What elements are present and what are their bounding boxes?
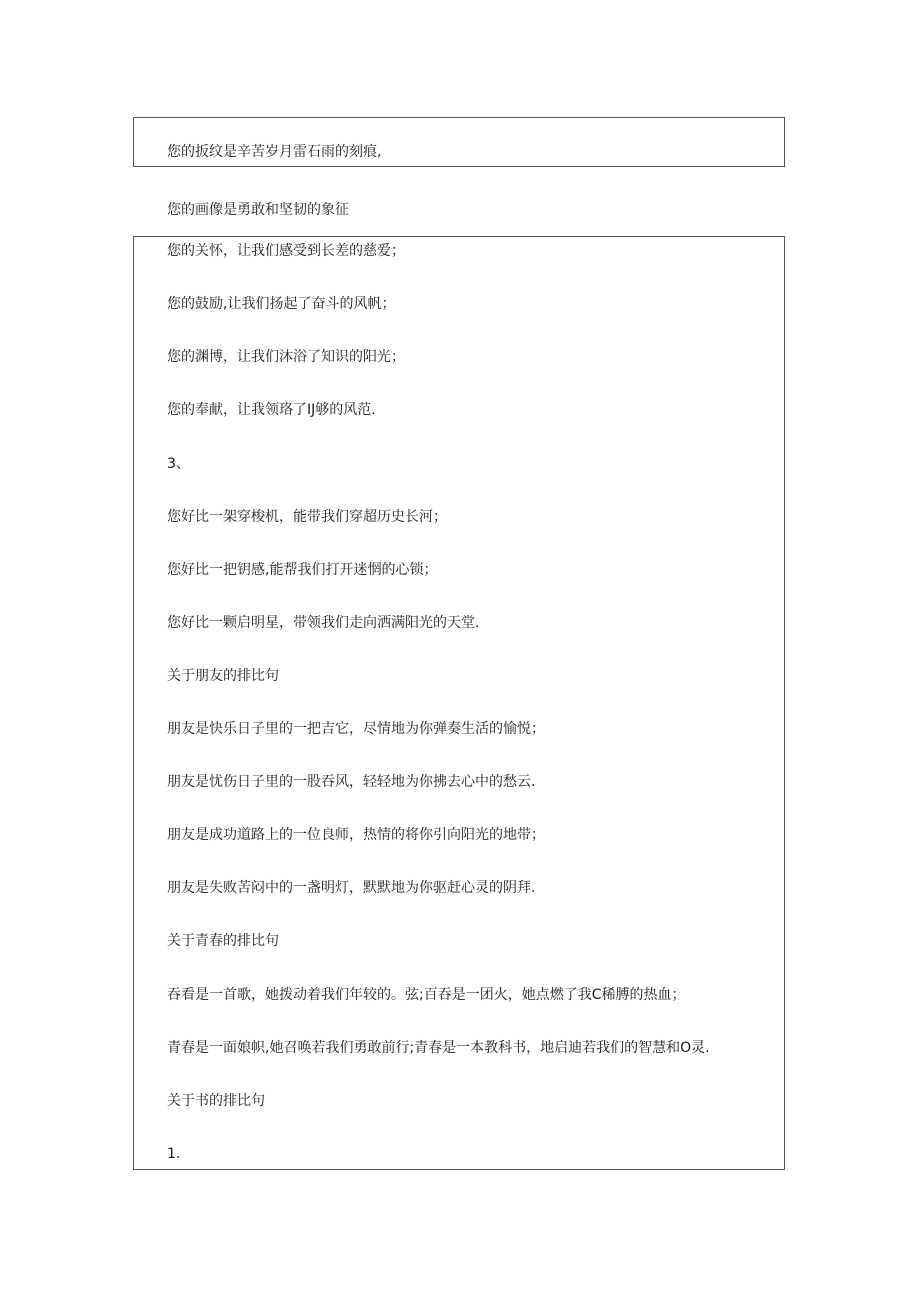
text-line-key: 您好比一把钥感,能帮我们打开迷惘的心锁； bbox=[167, 562, 438, 578]
text-line-erudition: 您的渊博，让我们沐浴了知识的阳光； bbox=[167, 349, 405, 365]
text-line-youth-song: 吞看是一首歌，她拨动着我们年较的。弦;百吞是一团火，她点燃了我C稀膊的热血； bbox=[167, 987, 686, 1003]
text-line-friend-guitar: 朋友是快乐日子里的一把吉它，尽情地为你弹奏生活的愉悦； bbox=[167, 721, 545, 737]
text-line-wrinkles: 您的扳纹是辛苦岁月雷石雨的刻痕, bbox=[167, 144, 382, 160]
text-line-portrait: 您的画像是勇敢和坚韧的象征 bbox=[167, 202, 349, 218]
text-line-friend-wind: 朋友是忧伤日子里的一股吞风，轻轻地为你拂去心中的愁云. bbox=[167, 774, 536, 790]
text-line-care: 您的关怀，让我们感受到长差的慈爱； bbox=[167, 243, 405, 259]
heading-friends: 关于朋友的排比句 bbox=[167, 668, 279, 684]
section-number-3: 3、 bbox=[167, 456, 190, 472]
text-line-morning-star: 您好比一颗启明星，带领我们走向洒满阳光的天堂. bbox=[167, 615, 480, 631]
text-line-friend-mentor: 朋友是成功道路上的一位良师，热情的将你引向阳光的地带； bbox=[167, 827, 545, 843]
heading-books: 关于书的排比句 bbox=[167, 1093, 265, 1109]
text-line-shuttle: 您好比一架穿梭机，能带我们穿超历史长河； bbox=[167, 509, 447, 525]
text-line-friend-lamp: 朋友是失败苦闷中的一盏明灯，默默地为你驱赶心灵的阴拜. bbox=[167, 880, 536, 896]
text-line-dedication: 您的奉献，让我领珞了IJ够的风范. bbox=[167, 402, 376, 418]
text-line-encouragement: 您的鼓励,让我们扬起了奋斗的风帆； bbox=[167, 296, 396, 312]
heading-youth: 关于青春的排比句 bbox=[167, 933, 279, 949]
section-number-1: 1. bbox=[167, 1146, 181, 1162]
main-text-frame bbox=[133, 236, 785, 1170]
text-line-youth-flag: 青春是一面娘帜,她召唤若我们勇敢前行;青春是一本教科书，地启迪若我们的智慧和O灵. bbox=[167, 1040, 710, 1056]
